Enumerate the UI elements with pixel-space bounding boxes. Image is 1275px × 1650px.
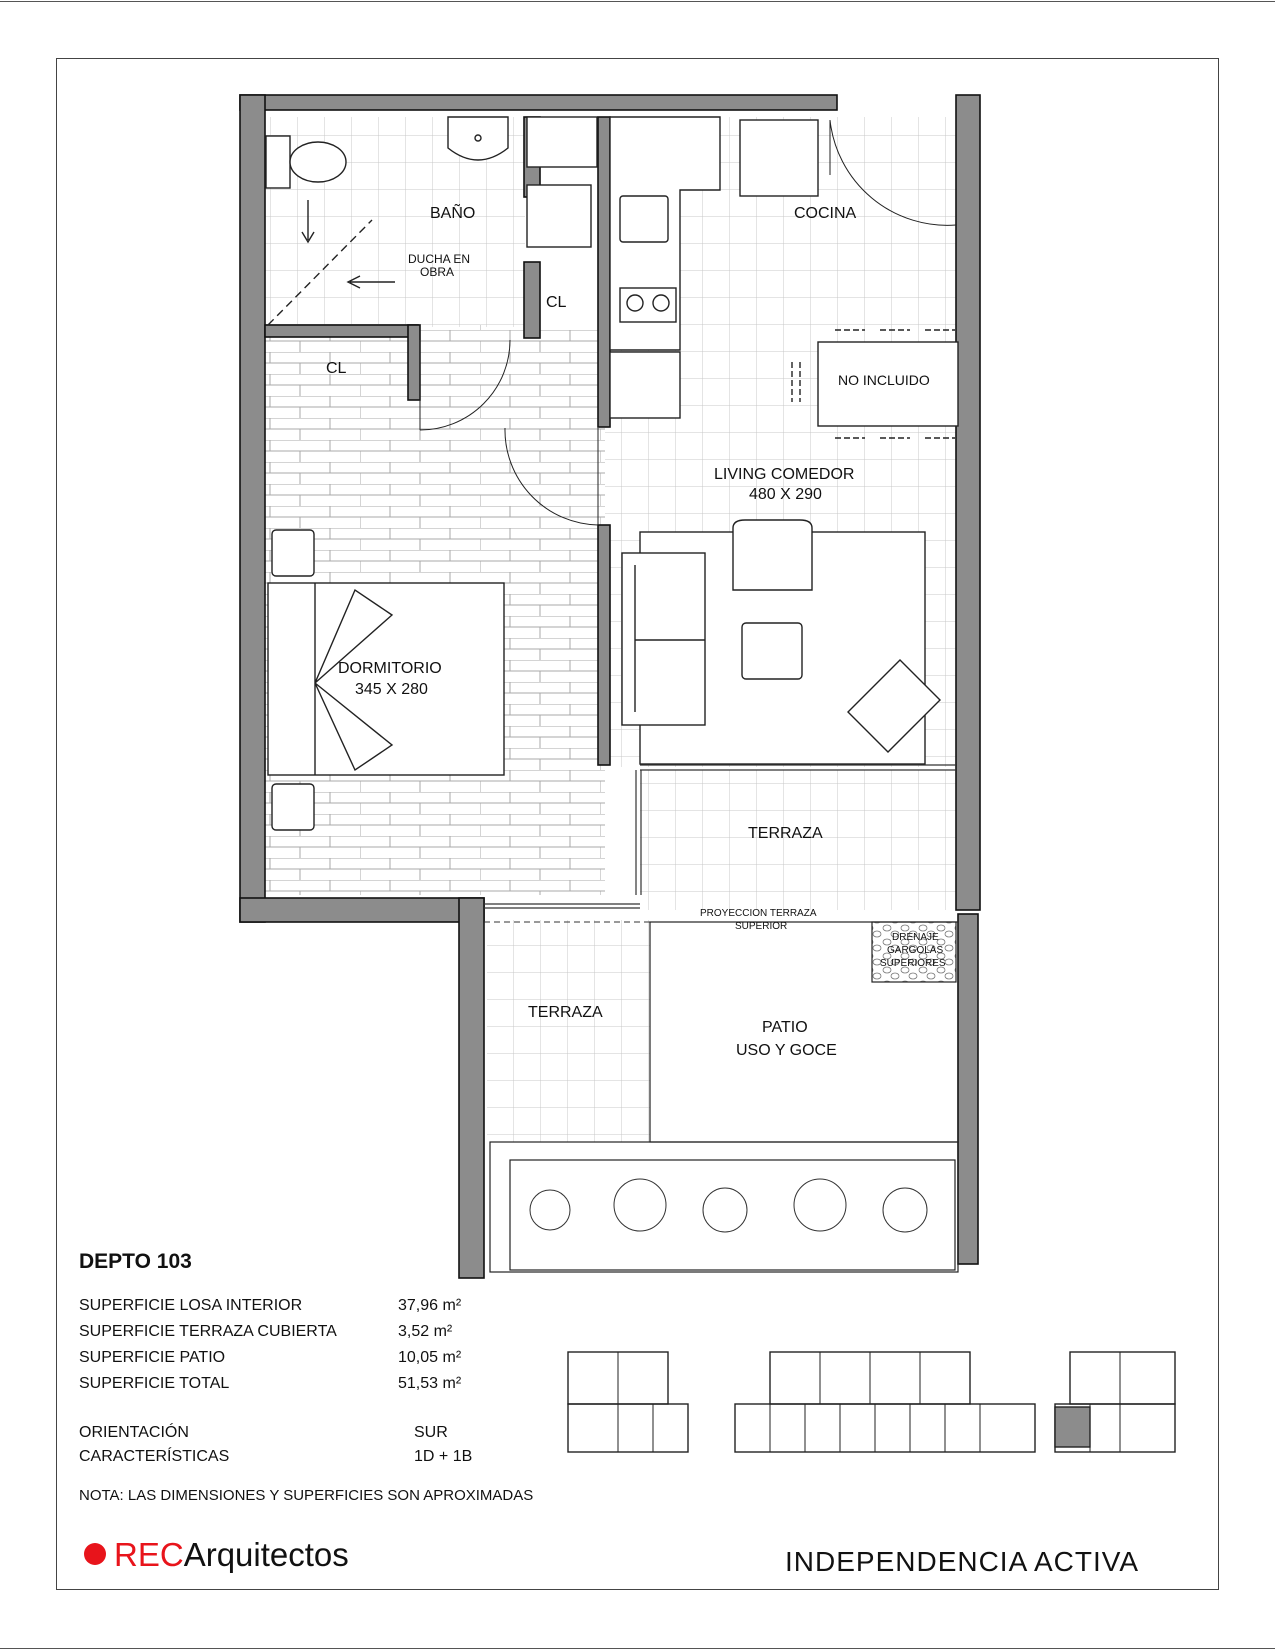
wall-left: [240, 95, 265, 922]
planter-inner: [510, 1160, 955, 1270]
key-plan: [568, 1352, 1175, 1452]
kitchen-base: [610, 352, 680, 418]
wall-right-upper: [956, 95, 980, 910]
toilet-tank: [266, 136, 290, 188]
label-drenaje-1: DRENAJE: [892, 932, 939, 943]
label-patio-2: USO Y GOCE: [736, 1042, 837, 1059]
label-patio-1: PATIO: [762, 1019, 808, 1036]
spec-label-patio: SUPERFICIE PATIO: [79, 1349, 226, 1366]
label-living-name: LIVING COMEDOR: [714, 466, 855, 483]
wall-cl-dorm: [265, 325, 418, 337]
toilet-bowl: [290, 142, 346, 182]
dimensions-note: NOTA: LAS DIMENSIONES Y SUPERFICIES SON APROXIMADAS: [79, 1487, 534, 1504]
label-ducha-1: DUCHA EN: [408, 252, 471, 266]
orientation-value: SUR: [414, 1424, 448, 1441]
features-label: CARACTERÍSTICAS: [79, 1448, 230, 1465]
wall-inner-left-terrace: [459, 898, 484, 1278]
planter-outer: [490, 1142, 958, 1272]
label-cocina: COCINA: [794, 205, 857, 222]
wall-bottom-left: [240, 898, 484, 922]
burner-1: [627, 295, 643, 311]
label-no-incluido: NO INCLUIDO: [838, 372, 930, 388]
wall-bath-partition2: [524, 262, 540, 338]
coffee-table: [742, 623, 802, 679]
burner-2: [653, 295, 669, 311]
label-cl-bano: CL: [546, 294, 567, 311]
terraza-lower-tile: [487, 920, 650, 1142]
nightstand-top: [272, 530, 314, 576]
key-block-center-bottom: [735, 1404, 1035, 1452]
sink: [620, 196, 668, 242]
bed: [268, 583, 504, 775]
washer: [527, 185, 591, 247]
key-block-left-bottom: [568, 1404, 688, 1452]
washbasin-drain: [475, 135, 481, 141]
bath-cabinet: [527, 117, 597, 167]
spec-value-terraza: 3,52 m²: [398, 1323, 453, 1340]
wall-kitchen-left: [598, 117, 610, 427]
plant-5: [883, 1188, 927, 1232]
label-ducha-2: OBRA: [420, 265, 455, 279]
rec-logo: [84, 1536, 349, 1574]
wall-living-left: [598, 525, 610, 765]
spec-value-patio: 10,05 m²: [398, 1349, 462, 1366]
label-living-dims: 480 X 290: [749, 486, 822, 503]
armchair-top: [733, 520, 812, 590]
logo-arquitectos: Arquitectos: [183, 1536, 349, 1573]
window-bottom-dorm: [484, 904, 640, 908]
label-bano: BAÑO: [430, 205, 476, 222]
planter-plants: [530, 1179, 927, 1232]
wall-cl-dorm-side: [408, 325, 420, 400]
spec-value-total: 51,53 m²: [398, 1375, 462, 1392]
key-unit-highlight: [1055, 1407, 1090, 1447]
project-name: INDEPENDENCIA ACTIVA: [785, 1546, 1140, 1577]
plant-1: [530, 1190, 570, 1230]
unit-title: DEPTO 103: [79, 1250, 192, 1273]
orientation-label: ORIENTACIÓN: [79, 1424, 189, 1441]
label-proyeccion-1: PROYECCION TERRAZA: [700, 908, 817, 919]
logo-rec: REC: [114, 1536, 184, 1573]
label-terraza-upper: TERRAZA: [748, 825, 823, 842]
label-drenaje-3: SUPERIORES: [880, 958, 946, 969]
spec-label-terraza: SUPERFICIE TERRAZA CUBIERTA: [79, 1323, 337, 1340]
spec-value-losa: 37,96 m²: [398, 1297, 462, 1314]
plant-3: [703, 1188, 747, 1232]
label-terraza-lower: TERRAZA: [528, 1004, 603, 1021]
fridge: [740, 120, 818, 196]
label-cl-dorm: CL: [326, 360, 347, 377]
spec-label-total: SUPERFICIE TOTAL: [79, 1375, 230, 1392]
label-proyeccion-2: SUPERIOR: [735, 921, 788, 932]
wall-right-lower: [958, 914, 978, 1264]
key-subdivisions: [618, 1352, 1120, 1452]
nightstand-bottom: [272, 784, 314, 830]
features-value: 1D + 1B: [414, 1448, 473, 1465]
spec-label-losa: SUPERFICIE LOSA INTERIOR: [79, 1297, 303, 1314]
label-drenaje-2: GARGOLAS: [887, 945, 944, 956]
label-dormitorio-name: DORMITORIO: [338, 660, 442, 677]
wall-top-left: [240, 95, 837, 110]
plant-4: [794, 1179, 846, 1231]
label-dormitorio-dims: 345 X 280: [355, 681, 428, 698]
plant-2: [614, 1179, 666, 1231]
logo-dot-icon: [84, 1543, 106, 1565]
key-block-right-top: [1070, 1352, 1175, 1404]
